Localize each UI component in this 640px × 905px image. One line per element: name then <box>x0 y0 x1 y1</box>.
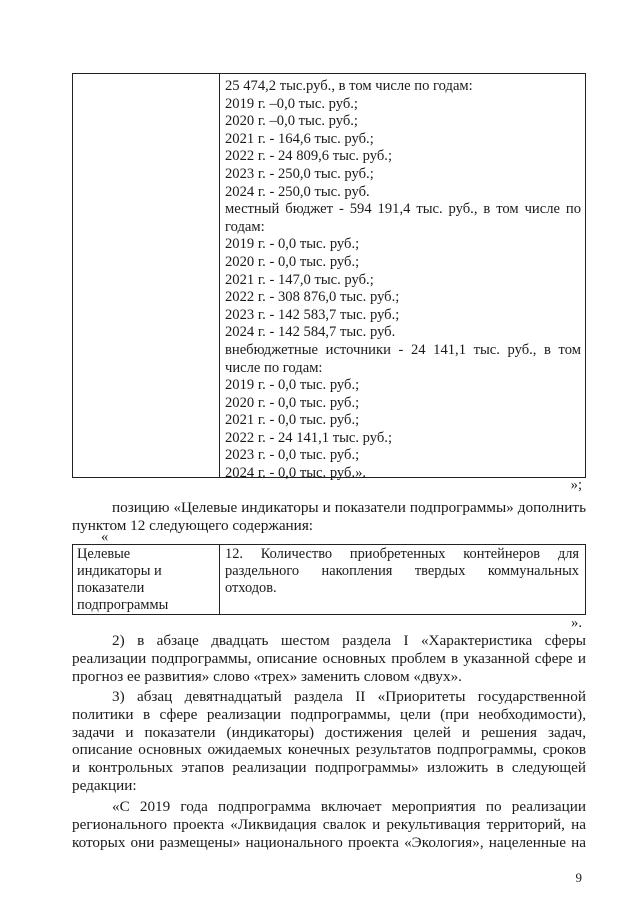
table-line: 12. Количество приобретенных контейнеров для <box>225 546 579 562</box>
table-line: 2021 г. - 147,0 тыс. руб.; <box>225 271 374 288</box>
paragraph-line: описание основных ожидаемых конечных результатов подпрограммы, сроков <box>72 741 586 759</box>
paragraph-line: 3) абзац девятнадцатый раздела II «Приоритеты государственной <box>112 688 586 705</box>
paragraph-position <box>72 499 586 535</box>
paragraph-line: 2) в абзаце двадцать шестом раздела I «Характеристика сферы <box>112 632 586 649</box>
table-line: индикаторы и <box>77 563 162 579</box>
table-line: числе по годам: <box>225 359 323 376</box>
paragraph-quote <box>72 798 586 851</box>
paragraph-item-3 <box>72 688 586 795</box>
table-line: 2022 г. - 24 141,1 тыс. руб.; <box>225 429 393 446</box>
paragraph-line: политики в сфере реализации подпрограммы, цели (при необходимости), <box>72 705 586 723</box>
table-line: 2024 г. - 250,0 тыс. руб. <box>225 183 370 200</box>
table-line: 2023 г. - 0,0 тыс. руб.; <box>225 447 360 464</box>
table-line: 2021 г. - 0,0 тыс. руб.; <box>225 412 360 429</box>
closing-quote: »; <box>570 477 582 493</box>
funding-table <box>72 73 586 482</box>
indicators-table-left-cell <box>77 546 215 614</box>
paragraph-line: позицию «Целевые индикаторы и показатели подпрограммы» дополнить <box>112 499 586 516</box>
paragraph-line: «С 2019 года подпрограмма включает мероприятия по реализации <box>112 798 586 815</box>
table-line: 2019 г. - 0,0 тыс. руб.; <box>225 236 360 253</box>
table-line: 2023 г. - 142 583,7 тыс. руб.; <box>225 306 400 323</box>
table-line: внебюджетные источники - 24 141,1 тыс. руб., в том <box>225 341 581 358</box>
opening-quote: « <box>101 529 109 545</box>
table-line: 2020 г. –0,0 тыс. руб.; <box>225 113 358 130</box>
table-line: отходов. <box>225 580 277 596</box>
table-line: Целевые <box>77 546 131 562</box>
paragraph-line: пунктом 12 следующего содержания: <box>72 516 314 534</box>
table-line: годам: <box>225 218 265 235</box>
indicators-table <box>72 544 586 615</box>
indicators-table-right-cell <box>225 546 579 597</box>
table-line: 2022 г. - 24 809,6 тыс. руб.; <box>225 148 393 165</box>
table-line: 25 474,2 тыс.руб., в том числе по годам: <box>225 78 473 94</box>
table-column-divider <box>219 74 220 477</box>
paragraph-line: и контрольных этапов реализации подпрограммы» изложить в следующей <box>72 759 586 777</box>
table-line: 2023 г. - 250,0 тыс. руб.; <box>225 165 374 182</box>
paragraph-line: которых они размещены» национального проекта «Экология», нацеленные на <box>72 833 586 851</box>
table-line: 2022 г. - 308 876,0 тыс. руб.; <box>225 289 400 306</box>
table-line: местный бюджет - 594 191,4 тыс. руб., в том числе по <box>225 201 581 218</box>
closing-quote: ». <box>571 615 582 631</box>
paragraph-line: прогноз ее развития» слово «трех» заменить словом «двух». <box>72 667 462 685</box>
page-number: 9 <box>575 870 582 885</box>
funding-table-right-cell <box>225 78 581 483</box>
table-line: 2024 г. - 0,0 тыс. руб.». <box>225 465 367 482</box>
paragraph-line: редакции: <box>72 776 137 794</box>
table-line: 2021 г. - 164,6 тыс. руб.; <box>225 130 374 147</box>
table-line: раздельного накопления твердых коммунальных <box>225 563 579 579</box>
paragraph-line: реализации подпрограммы, описание основных проблем в указанной сфере и <box>72 649 586 667</box>
table-line: показатели <box>77 580 145 596</box>
table-line: 2019 г. –0,0 тыс. руб.; <box>225 95 358 112</box>
table-line: 2019 г. - 0,0 тыс. руб.; <box>225 377 360 394</box>
table-line: 2024 г. - 142 584,7 тыс. руб. <box>225 324 396 341</box>
paragraph-line: задачи и показатели (индикаторы) достижения целей и решения задач, <box>72 723 586 741</box>
table-column-divider <box>219 545 220 614</box>
paragraph-line: регионального проекта «Ликвидация свалок и рекультивация территорий, на <box>72 815 586 833</box>
table-line: подпрограммы <box>77 597 169 613</box>
paragraph-item-2 <box>72 632 586 685</box>
table-line: 2020 г. - 0,0 тыс. руб.; <box>225 394 360 411</box>
table-line: 2020 г. - 0,0 тыс. руб.; <box>225 253 360 270</box>
